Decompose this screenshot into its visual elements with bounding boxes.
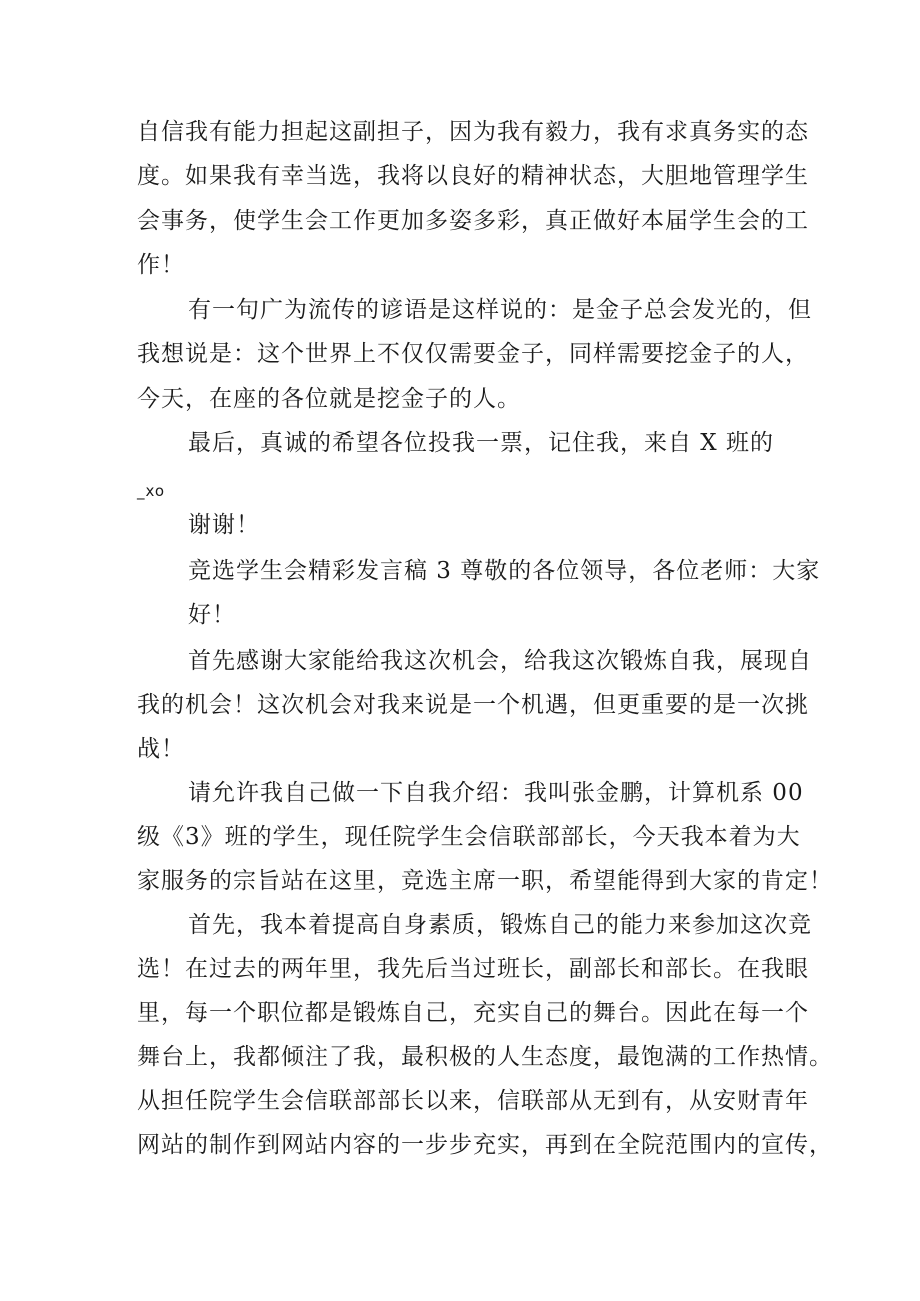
text-line: 度。如果我有幸当选，我将以良好的精神状态，大胆地管理学生 <box>137 163 809 189</box>
text-line: 选！在过去的两年里，我先后当过班长，副部长和部长。在我眼 <box>137 956 809 982</box>
text-line: 今天，在座的各位就是挖金子的人。 <box>137 386 521 412</box>
section-heading-line: 竞选学生会精彩发言稿 3 尊敬的各位领导，各位老师：大家 <box>188 558 821 584</box>
text-line: 舞台上，我都倾注了我，最积极的人生态度，最饱满的工作热情。 <box>137 1044 833 1070</box>
text-line: 战！ <box>137 736 185 762</box>
text-line: 里，每一个职位都是锻炼自己，充实自己的舞台。因此在每一个 <box>137 1000 809 1026</box>
text-line: 会事务，使学生会工作更加多姿多彩，真正做好本届学生会的工 <box>137 208 809 234</box>
text-line: 网站的制作到网站内容的一步步充实，再到在全院范围内的宣传， <box>137 1132 833 1158</box>
paragraph-first-line: 首先，我本着提高自身素质，锻炼自己的能力来参加这次竞 <box>188 912 812 938</box>
text-line: 自信我有能力担起这副担子，因为我有毅力，我有求真务实的态 <box>137 119 809 145</box>
text-line: 级《3》班的学生，现任院学生会信联部部长，今天我本着为大 <box>137 824 801 850</box>
text-line: 我想说是：这个世界上不仅仅需要金子，同样需要挖金子的人， <box>137 341 809 367</box>
paragraph-first-line: 谢谢！ <box>188 512 260 538</box>
paragraph-first-line: 请允许我自己做一下自我介绍：我叫张金鹏，计算机系 00 <box>188 780 804 806</box>
paragraph-first-line: 首先感谢大家能给我这次机会，给我这次锻炼自我，展现自 <box>188 648 812 674</box>
text-line: 从担任院学生会信联部部长以来，信联部从无到有，从安财青年 <box>137 1088 809 1114</box>
text-line: 我的机会！这次机会对我来说是一个机遇，但更重要的是一次挑 <box>137 692 809 718</box>
paragraph-first-line: 最后，真诚的希望各位投我一票，记住我，来自 X 班的 <box>188 430 774 456</box>
paragraph-first-line: 有一句广为流传的谚语是这样说的：是金子总会发光的，但 <box>188 297 812 323</box>
text-line: 好！ <box>188 602 236 628</box>
text-line: _xo <box>137 482 166 500</box>
text-line: 家服务的宗旨站在这里，竞选主席一职，希望能得到大家的肯定！ <box>137 868 833 894</box>
text-line: 作！ <box>137 252 185 278</box>
